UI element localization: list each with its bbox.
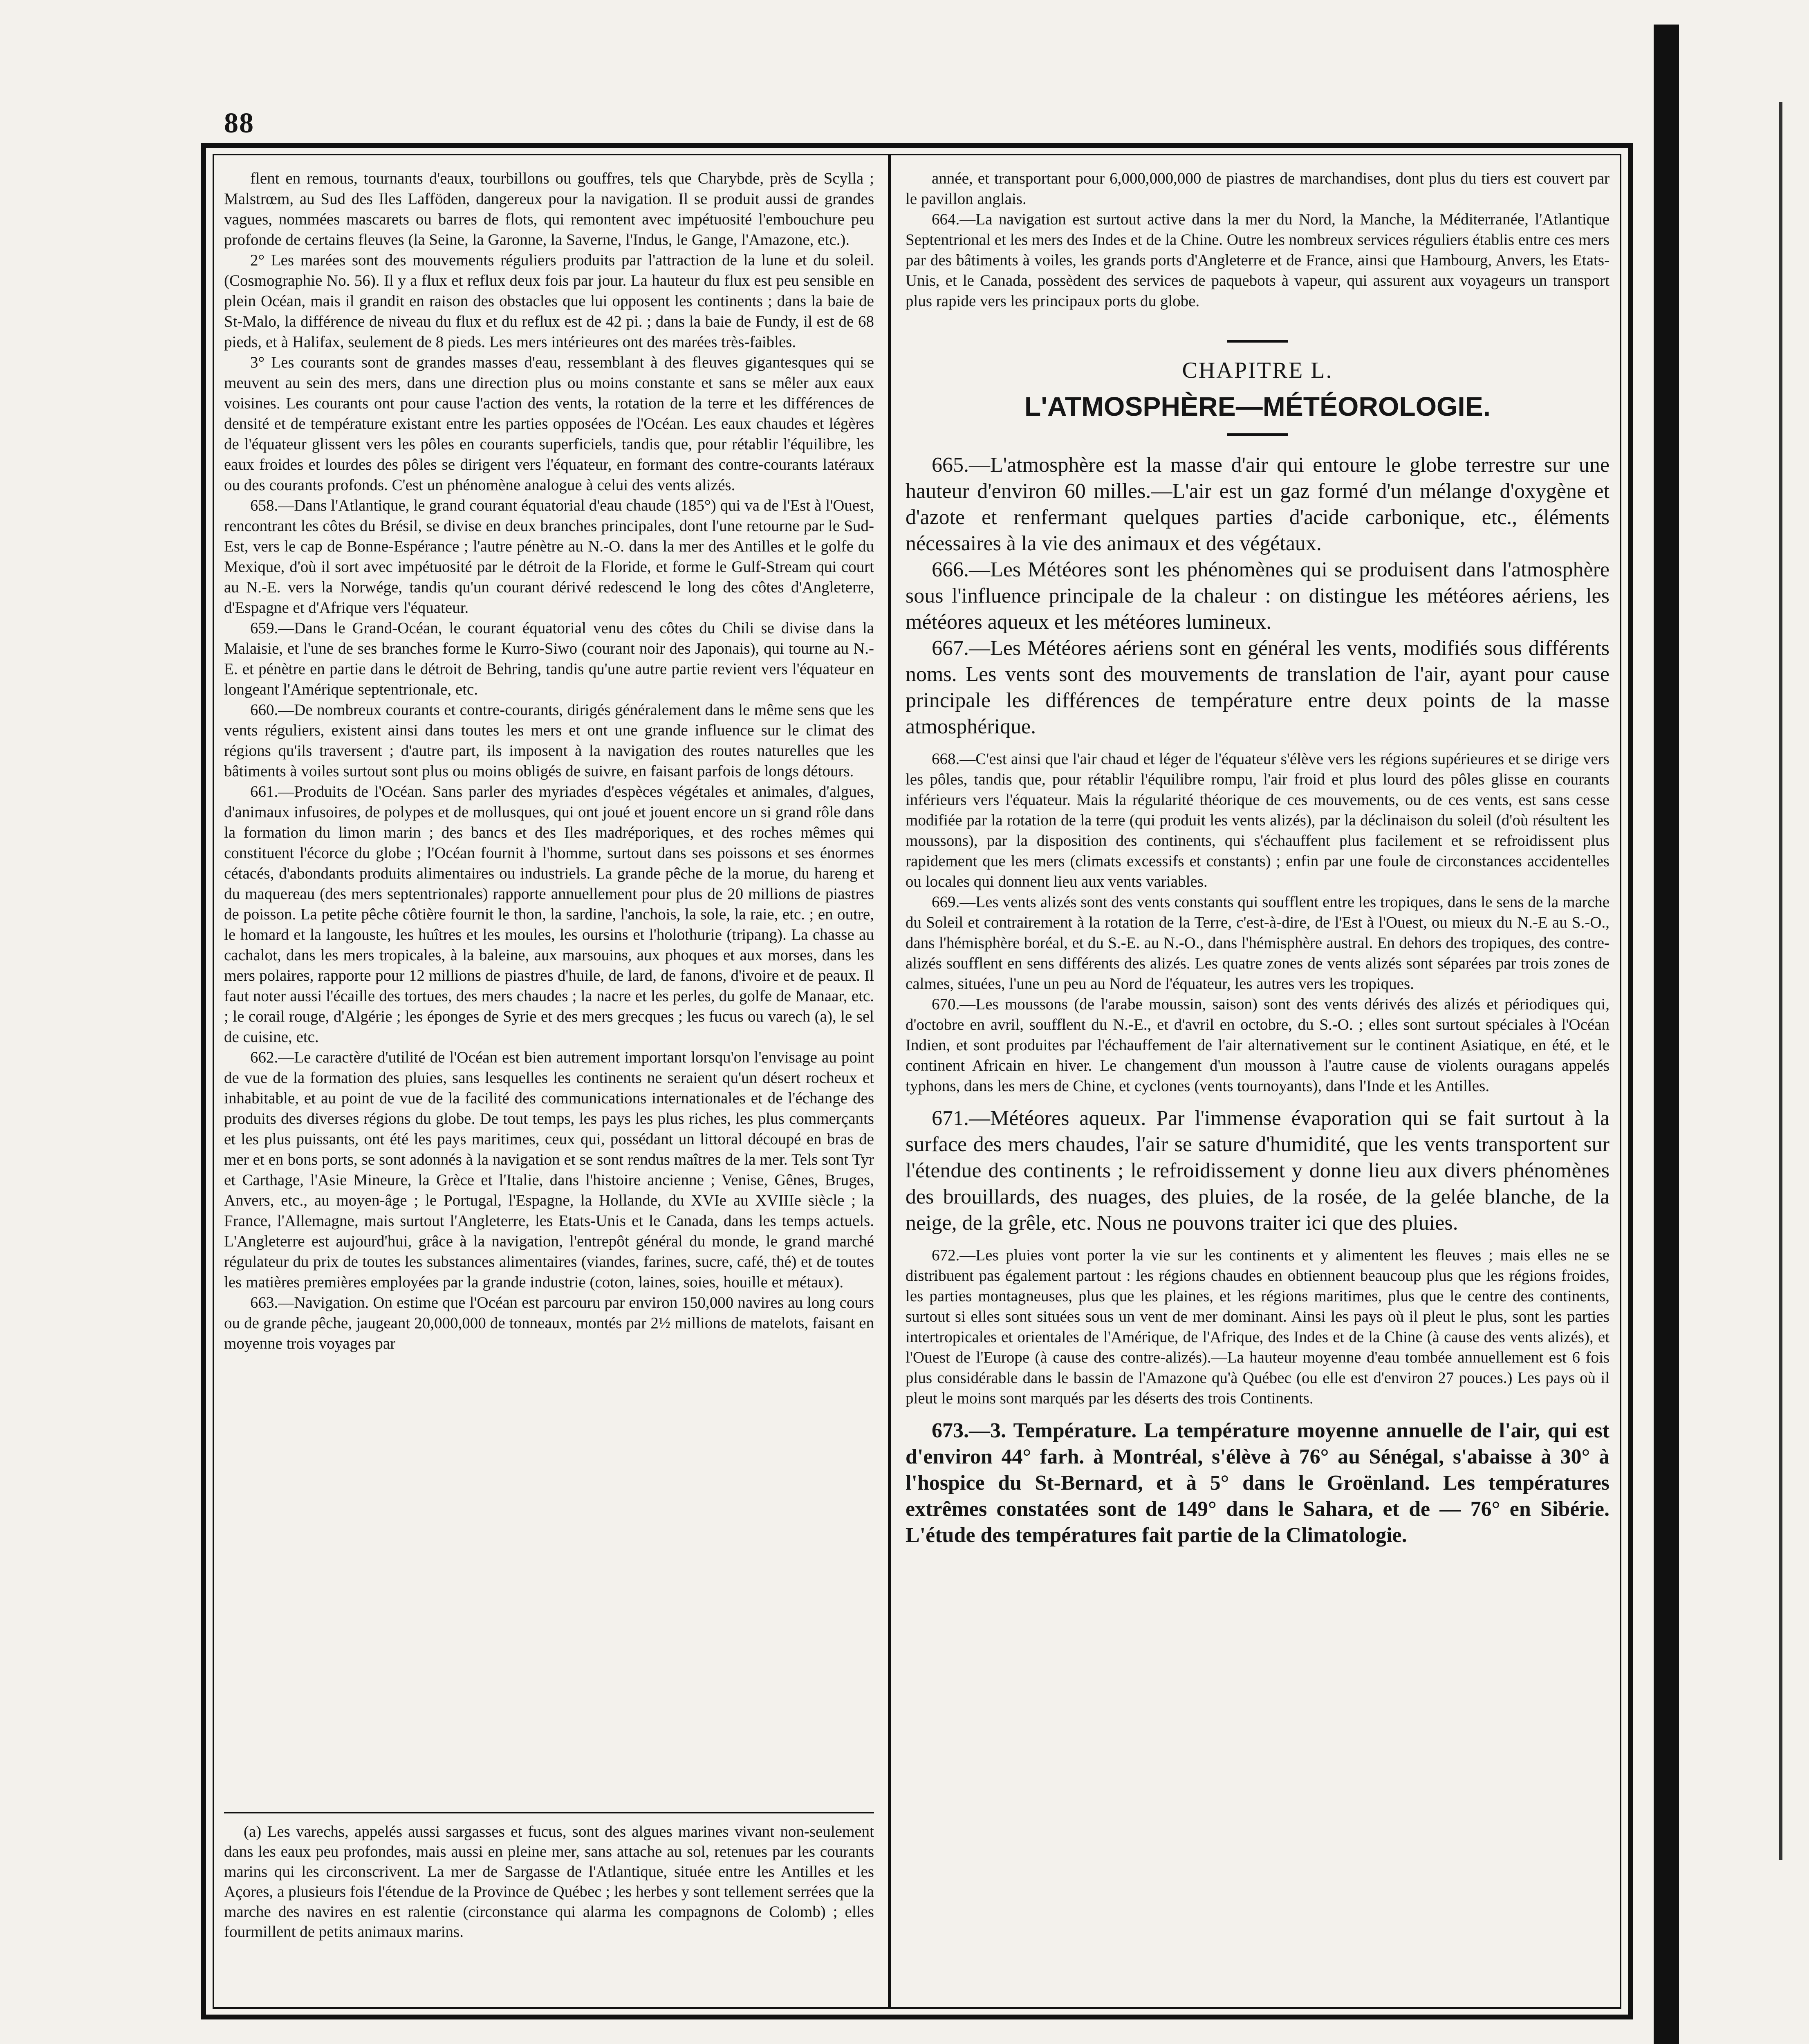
paragraph: 3° Les courants sont de grandes masses d'eau, ressemblant à des fleuves gigantesques qui se meuvent au sein des mers, dans une direction plus ou moins constante et sans se mêler aux eaux voisines. Les courants ont pour cause l'action des vents, la rotation de la terre et les différences de densité et de température existant entre les parties opposées de l'Océan. Les eaux chaudes et légères de l'équateur glissent vers les pôles en courants superficiels, tandis que, pour rétablir l'équilibre, les eaux froides et lourdes des pôles se dirigent vers l'équateur, en formant des contre-courants latéraux ou des courants profonds. C'est un phénomène analogue à celui des vents alizés. — [224, 354, 874, 494]
paragraph: 668.—C'est ainsi que l'air chaud et léger de l'équateur s'élève vers les régions supérieures et se dirige vers les pôles, tandis que, pour rétablir l'équilibre rompu, l'air froid et plus lourd des pôles glisse en courants inférieurs vers l'équateur. Mais la régularité théorique de ces mouvements, ou de ces vents, est sans cesse modifiée par la rotation de la terre (qui produit les vents alizés), par la déclinaison du soleil (d'où résultent les moussons), par la disposition des continents, qui s'échauffent plus facilement et se refroidissent plus rapidement que les mers (climats excessifs et constants) ; enfin par une foule de circonstances accidentelles ou locales qui donnent lieu aux vents variables. — [906, 750, 1609, 890]
paragraph: 672.—Les pluies vont porter la vie sur les continents et y alimentent les fleuves ; mais elles ne se distribuent pas également partout : les régions chaudes en obtiennent beaucoup plus que les régions froides, les parties montagneuses, plus que les plaines, et les régions maritimes, plus que le centre des continents, surtout si elles sont situées sous un vent de mer dominant. Ainsi les pays où il pleut le plus, sont les parties intertropicales et orientales de l'Amérique, de l'Afrique, des Indes et de la Chine (à cause des vents alizés), et l'Ouest de l'Europe (à cause des contre-alizés).—La hauteur moyenne d'eau tombée annuellement est 6 fois plus considérable dans le bassin de l'Amazone qu'à Québec (ou elle est d'environ 27 pouces.) Les pays où il pleut le moins sont marqués par les déserts des trois Continents. — [906, 1246, 1609, 1407]
footnote-separator — [224, 1812, 874, 1813]
page-number: 88 — [224, 108, 254, 139]
paragraph: 666.—Les Météores sont les phénomènes qui se produisent dans l'atmosphère sous l'influence principale de la chaleur : on distingue les météores aériens, les météores aqueux et les météores lumineux. — [906, 558, 1609, 634]
chapter-subtitle: L'ATMOSPHÈRE—MÉTÉOROLOGIE. — [1024, 391, 1491, 421]
chapter-title: CHAPITRE L. — [1182, 358, 1333, 383]
paragraph: 670.—Les moussons (de l'arabe moussin, saison) sont des vents dérivés des alizés et périodiques qui, d'octobre en avril, soufflent du N.-E., et d'avril en octobre, du S.-O. ; elles sont surtout spéciales à l'Océan Indien, et sont produites par l'échauffement de l'air alternativement sur le continent Asiatique, en été, et le continent Africain en hiver. Le changement d'un mousson à l'autre cause de violents ouragans appelés typhons, dans les mers de Chine, et cyclones (vents tournoyants), dans l'Inde et les Antilles. — [906, 995, 1609, 1095]
footnote — [224, 1822, 874, 1942]
column-divider — [888, 154, 891, 2009]
paragraph: 659.—Dans le Grand-Océan, le courant équatorial venu des côtes du Chili se divise dans la Malaisie, et l'une de ses branches forme le Kurro-Siwo (courant noir des Japonais), qui tourne au N.-E. et pénètre en partie dans le détroit de Behring, tandis qu'une autre partie revient vers l'équateur en longeant l'Amérique septentrionale, etc. — [224, 619, 874, 698]
footnote-text: (a) Les varechs, appelés aussi sargasses et fucus, sont des algues marines vivant non-seulement dans les eaux peu profondes, mais aussi en pleine mer, sans attache au sol, retenues par les courants marins qui les circonscrivent. La mer de Sargasse de l'Atlantique, située entre les Antilles et les Açores, a plusieurs fois l'étendue de la Province de Québec ; les herbes y sont tellement serrées que la marche des navires en est ralentie (circonstance qui alarma les compagnons de Colomb) ; elles fourmillent de petits animaux marins. — [224, 1823, 874, 1941]
paragraph: 660.—De nombreux courants et contre-courants, dirigés généralement dans le même sens que les vents réguliers, existent ainsi dans toutes les mers et ont une grande influence sur le climat des régions qu'ils traversent ; d'autre part, ils imposent à la navigation des routes naturelles que les bâtiments à voiles surtout sont plus ou moins obligés de suivre, en faisant parfois de longs détours. — [224, 701, 874, 780]
right-column — [906, 168, 1609, 1549]
left-column — [224, 168, 874, 1354]
paragraph: 665.—L'atmosphère est la masse d'air qui entoure le globe terrestre sur une hauteur d'environ 60 milles.—L'air est un gaz formé d'un mélange d'oxygène et d'azote et renfermant quelques parties d'acide carbonique, etc., éléments nécessaires à la vie des animaux et des végétaux. — [906, 453, 1609, 555]
scan-edge-bar — [1654, 25, 1679, 2044]
paragraph: 673.—3. Température. La température moyenne annuelle de l'air, qui est d'environ 44° farh. à Montréal, s'élève à 76° au Sénégal, s'abaisse à 30° à l'hospice du St-Bernard, et à 5° dans le Groënland. Les températures extrêmes constatées sont de 149° dans le Sahara, et de — 76° en Sibérie. L'étude des températures fait partie de la Climatologie. — [906, 1419, 1609, 1547]
paragraph: 662.—Le caractère d'utilité de l'Océan est bien autrement important lorsqu'on l'envisage au point de vue de la formation des pluies, sans lesquelles les continents ne seraient qu'un désert rocheux et inhabitable, et au point de vue de la facilité des communications internationales et de l'échange des produits des diverses régions du globe. De tout temps, les pays les plus riches, les plus commerçants et les plus puissants, ont été les pays maritimes, ceux qui, possédant un littoral découpé en bras de mer et en bons ports, se sont adonnés à la navigation et se sont rendus maîtres de la mer. Tels sont Tyr et Carthage, l'Asie Mineure, la Grèce et l'Italie, dans l'histoire ancienne ; Venise, Gênes, Bruges, Anvers, etc., au moyen-âge ; le Portugal, l'Espagne, la Hollande, du XVIe au XVIIIe siècle ; la France, l'Allemagne, mais surtout l'Angleterre, les Etats-Unis et le Canada, dans les temps actuels. L'Angleterre est aujourd'hui, grâce à la navigation, l'entrepôt général du monde, le grand marché régulateur du prix de toutes les substances alimentaires (viandes, farines, sucre, café, thé) et de toutes les matières premières employées par la grande industrie (coton, laines, soies, houille et métaux). — [224, 1049, 874, 1291]
paragraph: 661.—Produits de l'Océan. Sans parler des myriades d'espèces végétales et animales, d'algues, d'animaux infusoires, de polypes et de mollusques, qui ont joué et jouent encore un si grand rôle dans la formation du limon marin ; des bancs et des Iles madréporiques, et des roches mêmes qui constituent l'écorce du globe ; l'Océan fournit à l'homme, surtout dans ses poissons et ses énormes cétacés, d'abondants produits alimentaires ou industriels. La grande pêche de la morue, du hareng et du maquereau (des mers septentrionales) rapporte annuellement pour plus de 20 millions de piastres de poisson. La petite pêche côtière fournit le thon, la sardine, l'anchois, la sole, la raie, etc. ; en outre, le homard et la langouste, les huîtres et les moules, les oursins et l'holothurie (tripang). La chasse au cachalot, dans les mers tropicales, à la baleine, aux marsouins, aux phoques et aux morses, dans les mers polaires, rapporte pour 12 millions de piastres d'huile, de lard, de fanons, d'ivoire et de peaux. Il faut noter aussi l'écaille des tortues, des mers chaudes ; la nacre et les perles, du golfe de Manaar, etc. ; le corail rouge, d'Algérie ; les éponges de Syrie et des mers grecques ; les fucus ou varech (a), le sel de cuisine, etc. — [224, 783, 874, 1046]
paragraph: 667.—Les Météores aériens sont en général les vents, modifiés sous différents noms. Les vents sont des mouvements de translation de l'air, ayant pour cause principale les différences de température entre deux points de la masse atmosphérique. — [906, 637, 1609, 738]
scan-edge-line — [1779, 102, 1782, 1860]
paragraph: 658.—Dans l'Atlantique, le grand courant équatorial d'eau chaude (185°) qui va de l'Est à l'Ouest, rencontrant les côtes du Brésil, se divise en deux branches principales, dont l'une retourne par le Sud-Est, vers le cap de Bonne-Espérance ; l'autre pénètre au N.-O. dans la mer des Antilles et le golfe du Mexique, d'où il sort avec impétuosité par le détroit de la Floride, et forme le Gulf-Stream qui court au N.-E. vers la Norwége, tandis qu'un courant dérivé redescend le long des côtes d'Angleterre, d'Espagne et d'Afrique vers l'équateur. — [224, 497, 874, 616]
paragraph: 663.—Navigation. On estime que l'Océan est parcouru par environ 150,000 navires au long cours ou de grande pêche, jaugeant 20,000,000 de tonneaux, montés par 2½ millions de matelots, faisant en moyenne trois voyages par — [224, 1294, 874, 1352]
paragraph: flent en remous, tournants d'eaux, tourbillons ou gouffres, tels que Charybde, près de Scylla ; Malstrœm, au Sud des Iles Lafföden, dangereux pour la navigation. Il se produit aussi de grandes vagues, nommées mascarets ou barres de flots, qui remontent avec impétuosité l'embouchure peu profonde de certains fleuves (la Seine, la Garonne, la Saverne, l'Indus, le Gange, l'Amazone, etc.). — [224, 170, 874, 249]
paragraph: 664.—La navigation est surtout active dans la mer du Nord, la Manche, la Méditerranée, l'Atlantique Septentrional et les mers des Indes et de la Chine. Outre les nombreux services réguliers établis entre ces mers par des bâtiments à voiles, les grands ports d'Angleterre et de France, ainsi que Hambourg, Anvers, les Etats-Unis, et le Canada, possèdent des services de paquebots à vapeur, qui assurent aux voyageurs un transport plus rapide vers les principaux ports du globe. — [906, 211, 1609, 310]
paragraph: 669.—Les vents alizés sont des vents constants qui soufflent entre les tropiques, dans le sens de la marche du Soleil et contrairement à la rotation de la Terre, c'est-à-dire, de l'Est à l'Ouest, ou mieux du N.-E au S.-O., dans l'hémisphère boréal, et du S.-E. au N.-O., dans l'hémisphère austral. En dehors des tropiques, des contre-alizés soufflent en sens différents des alizés. Les quatre zones de vents alizés sont séparées par trois zones de calmes, situées, l'une un peu au Nord de l'équateur, les autres vers les tropiques. — [906, 893, 1609, 993]
chapter-rule-top — [1227, 340, 1288, 343]
paragraph: 2° Les marées sont des mouvements réguliers produits par l'attraction de la lune et du soleil. (Cosmographie No. 56). Il y a flux et reflux deux fois par jour. La hauteur du flux est peu sensible en plein Océan, mais il grandit en raison des obstacles que lui opposent les continents ; dans la baie de St-Malo, la différence de niveau du flux et du reflux est de 42 pi. ; dans la baie de Fundy, il est de 68 pieds, et à Halifax, seulement de 8 pieds. Les mers intérieures ont des marées très-faibles. — [224, 251, 874, 351]
paragraph: 671.—Météores aqueux. Par l'immense évaporation qui se fait surtout à la surface des mers chaudes, l'air se sature d'humidité, que les vents transportent sur l'étendue des continents ; le refroidissement y donne lieu aux divers phénomènes des brouillards, des nuages, des pluies, de la rosée, de la gelée blanche, de la neige, de la grêle, etc. Nous ne pouvons traiter ici que des pluies. — [906, 1107, 1609, 1235]
paragraph: année, et transportant pour 6,000,000,000 de piastres de marchandises, dont plus du tiers est couvert par le pavillon anglais. — [906, 170, 1609, 208]
